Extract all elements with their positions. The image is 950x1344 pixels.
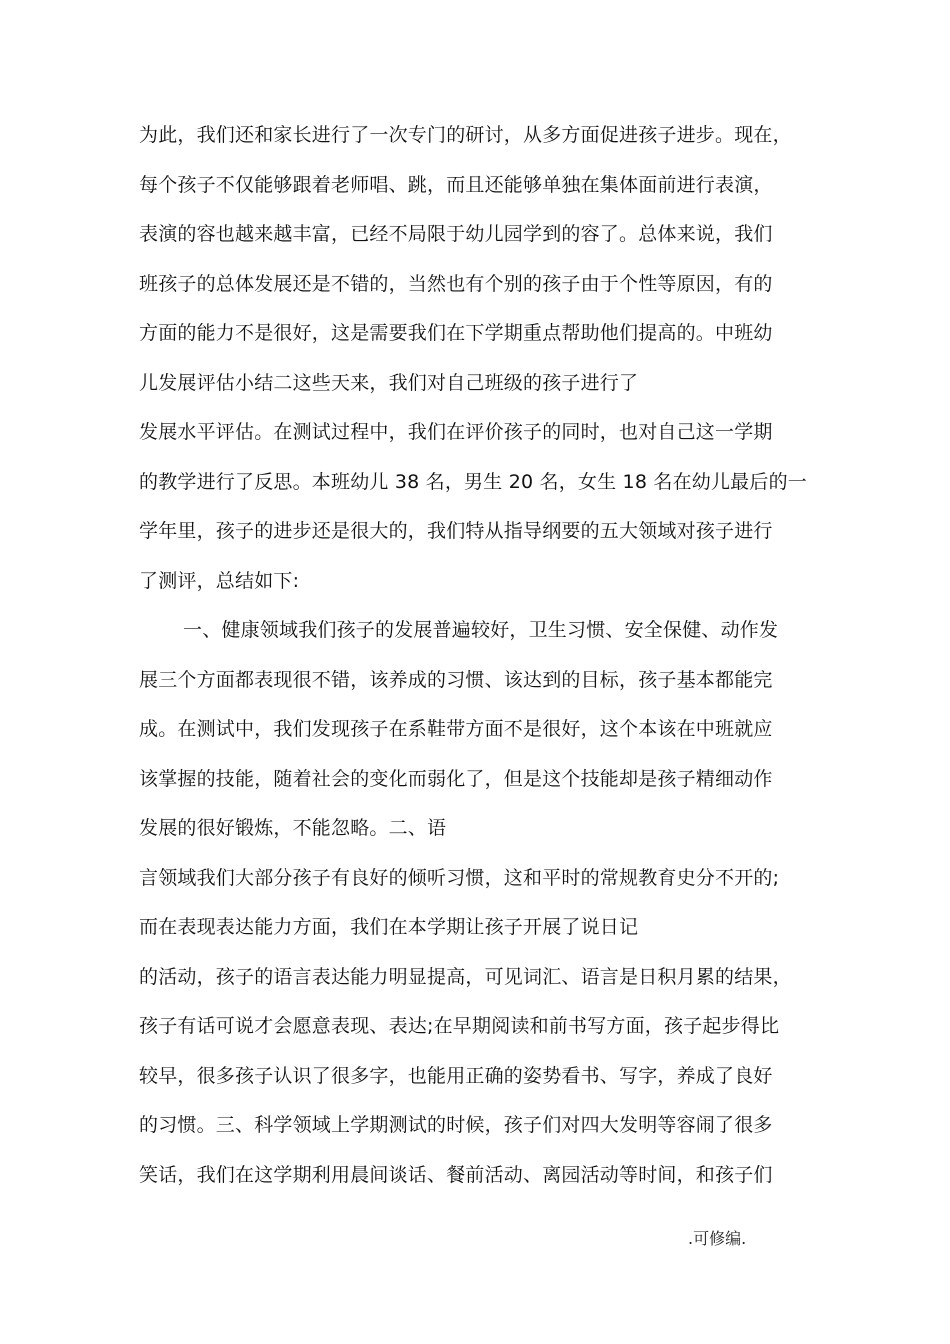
text-line-19: 孩子有话可说才会愿意表现、表达;在早期阅读和前书写方面，孩子起步得比 bbox=[139, 1015, 780, 1037]
text-line-21: 的习惯。三、科学领域上学期测试的时候，孩子们对四大发明等容闹了很多 bbox=[139, 1114, 773, 1136]
text-line-2: 每个孩子不仅能够跟着老师唱、跳，而且还能够单独在集体面前进行表演， bbox=[139, 173, 773, 196]
text-line-12: 展三个方面都表现很不错，该养成的习惯、该达到的目标，孩子基本都能完 bbox=[139, 668, 773, 691]
body-text bbox=[139, 111, 839, 1200]
text-line-5: 方面的能力不是很好，这是需要我们在下学期重点帮助他们提高的。中班幼 bbox=[139, 322, 773, 344]
text-line-3: 表演的容也越来越丰富，已经不局限于幼儿园学到的容了。总体来说，我们 bbox=[139, 223, 773, 245]
text-line-20: 较早，很多孩子认识了很多字，也能用正确的姿势看书、写字，养成了良好 bbox=[139, 1064, 773, 1087]
text-line-4: 班孩子的总体发展还是不错的，当然也有个别的孩子由于个性等原因，有的 bbox=[139, 272, 773, 295]
text-line-10: 了测评，总结如下: bbox=[139, 569, 300, 592]
page-footer: .可修编. bbox=[688, 1229, 747, 1248]
text-line-15: 发展的很好锻炼，不能忽略。二、语 bbox=[139, 817, 447, 839]
text-line-13: 成。在测试中，我们发现孩子在系鞋带方面不是很好，这个本该在中班就应 bbox=[139, 718, 773, 740]
text-line-16: 言领域我们大部分孩子有良好的倾听习惯，这和平时的常规教育史分不开的; bbox=[139, 866, 780, 889]
text-line-8: 的教学进行了反思。本班幼儿 38 名，男生 20 名，女生 18 名在幼儿最后的一 bbox=[139, 470, 807, 493]
text-line-6: 儿发展评估小结二这些天来，我们对自己班级的孩子进行了 bbox=[139, 371, 639, 394]
text-line-22: 笑话，我们在这学期利用晨间谈话、餐前活动、离园活动等时间，和孩子们 bbox=[139, 1163, 773, 1186]
text-line-1: 为此，我们还和家长进行了一次专门的研讨，从多方面促进孩子进步。现在， bbox=[139, 124, 792, 146]
text-line-9: 学年里，孩子的进步还是很大的，我们特从指导纲要的五大领域对孩子进行 bbox=[139, 520, 773, 542]
text-line-7: 发展水平评估。在测试过程中，我们在评价孩子的同时，也对自己这一学期 bbox=[139, 421, 773, 443]
text-line-14: 该掌握的技能，随着社会的变化而弱化了，但是这个技能却是孩子精细动作 bbox=[139, 767, 773, 790]
text-line-17: 而在表现表达能力方面，我们在本学期让孩子开展了说日记 bbox=[139, 916, 639, 938]
text-line-11: 一、健康领域我们孩子的发展普遍较好，卫生习惯、安全保健、动作发 bbox=[183, 619, 779, 641]
text-line-18: 的活动，孩子的语言表达能力明显提高，可见词汇、语言是日积月累的结果， bbox=[139, 965, 792, 988]
